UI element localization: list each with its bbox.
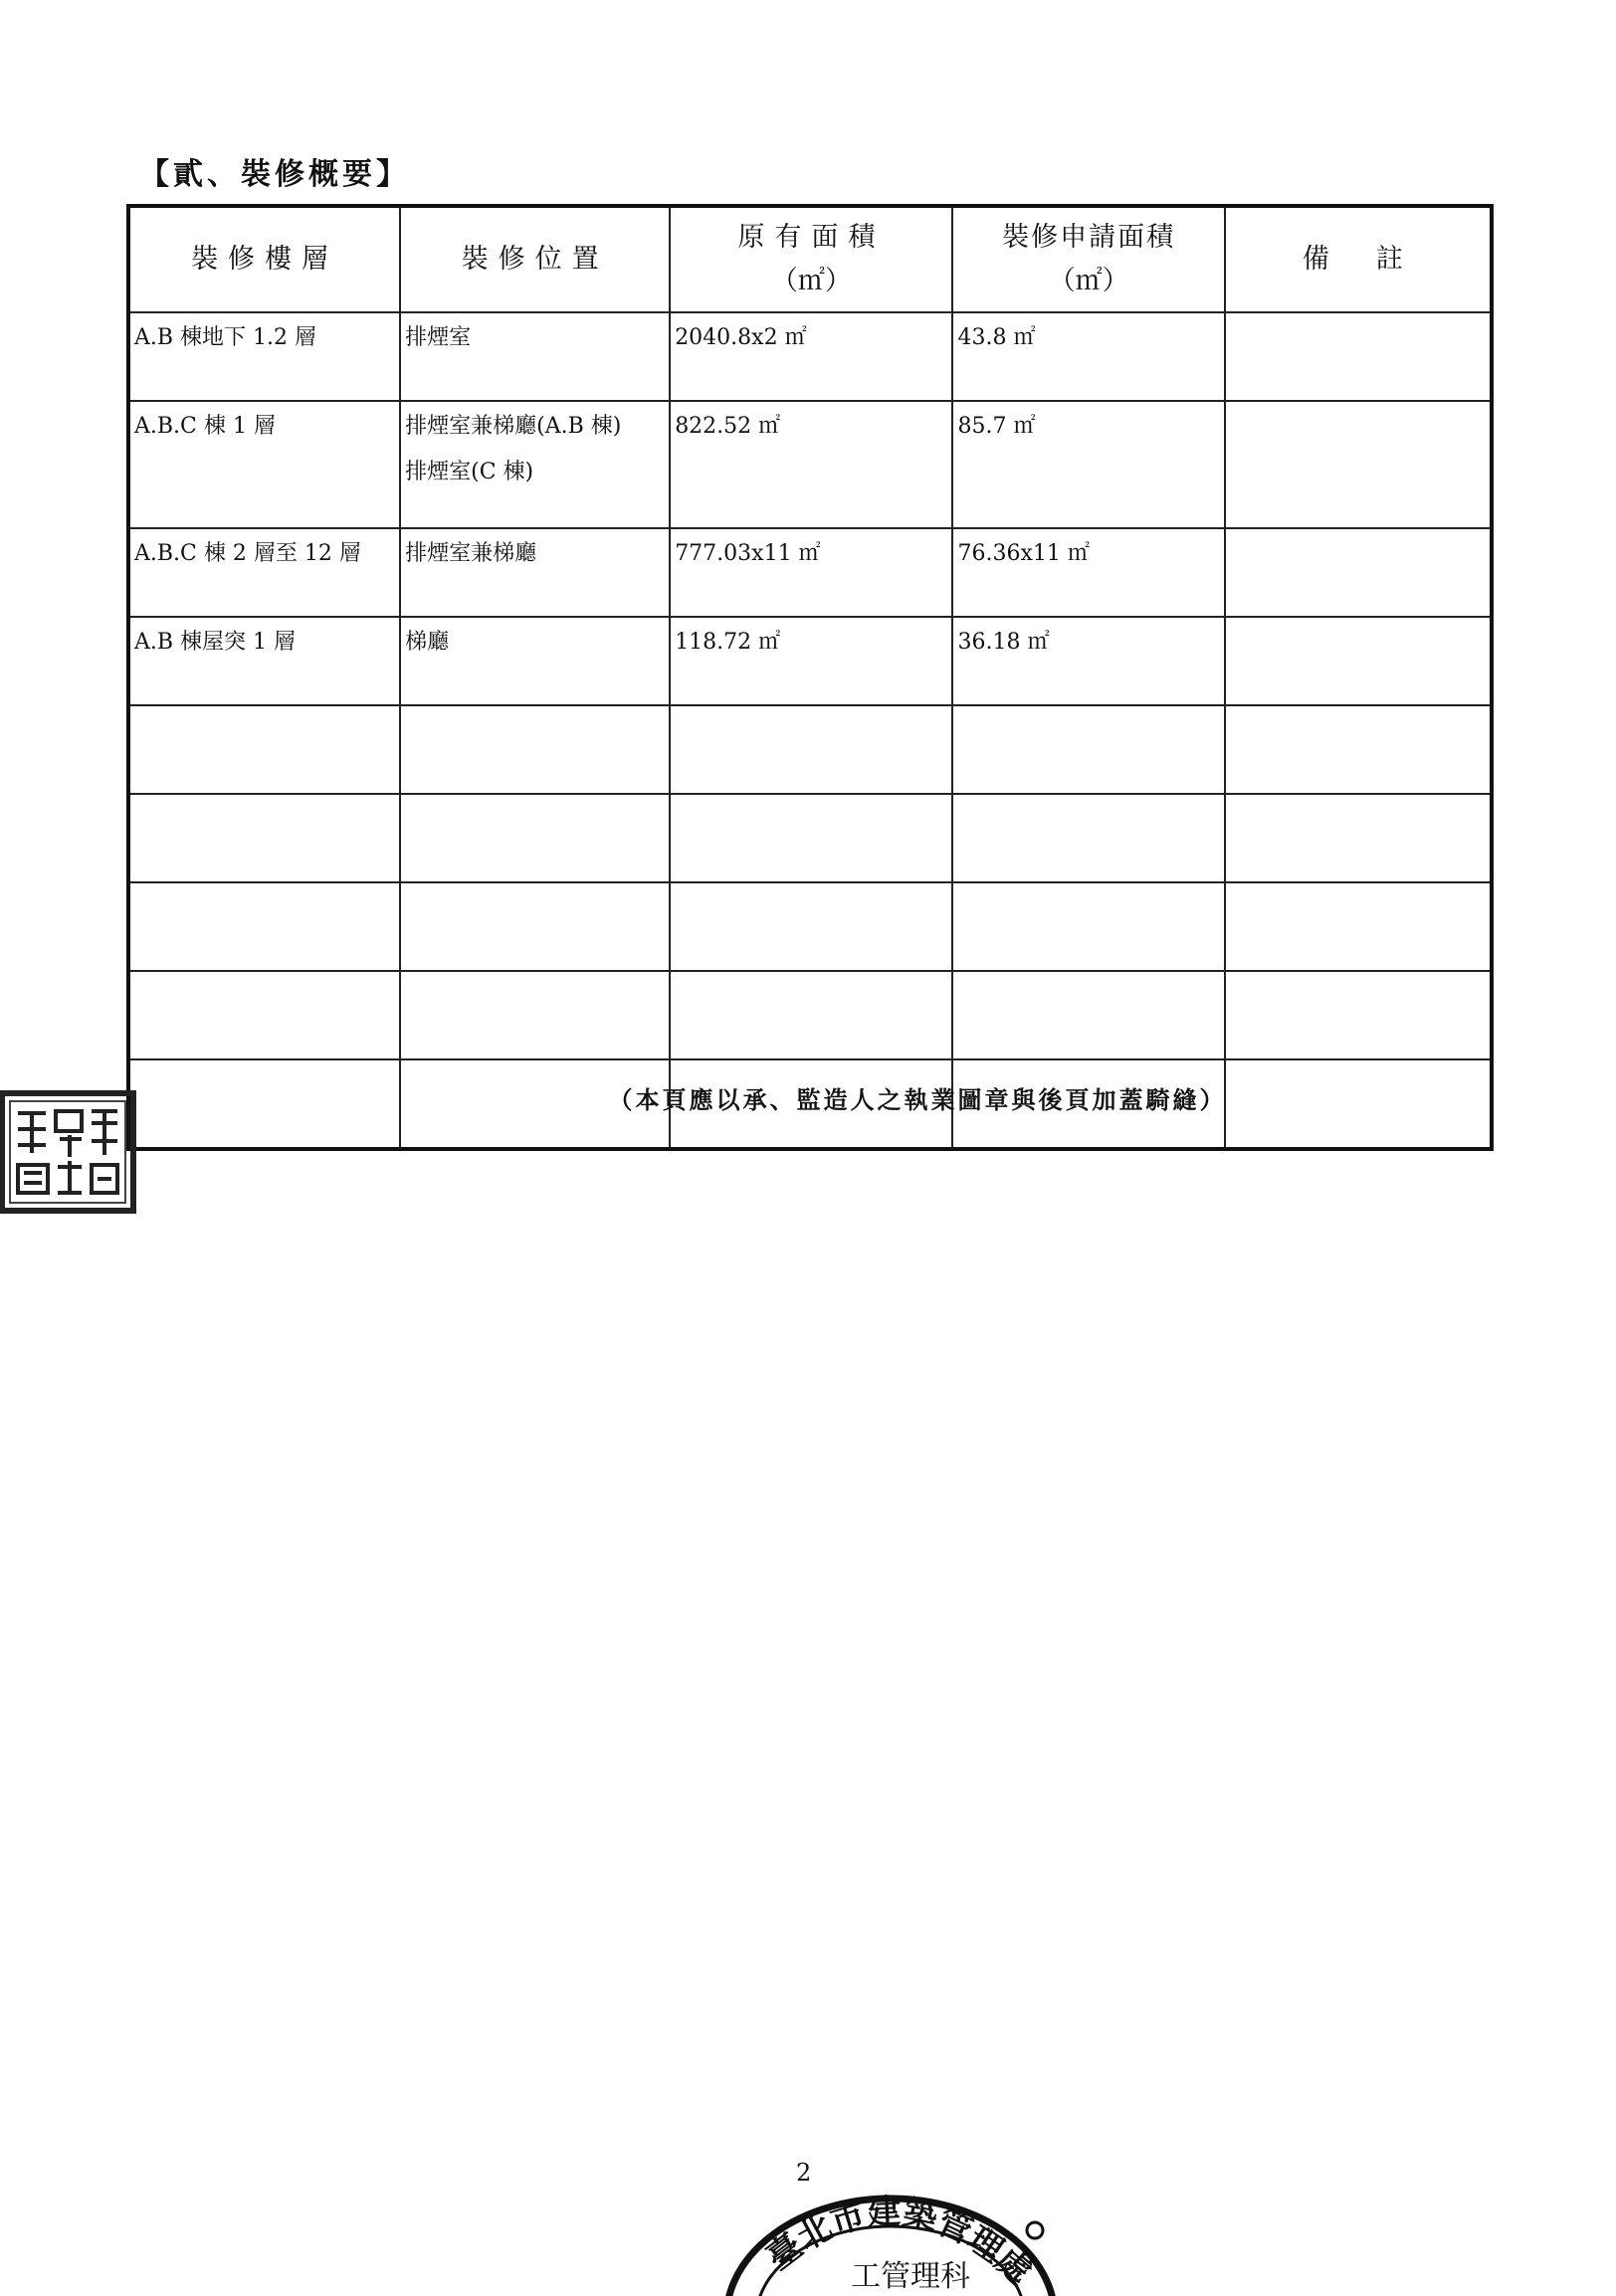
architect-seal-image (0, 1089, 137, 1217)
header-original-area-unit: （㎡） (770, 266, 852, 296)
cell-remarks (1225, 705, 1492, 794)
renovation-summary-table (126, 204, 1494, 1151)
table-row (128, 705, 1492, 794)
cell-location: 排煙室兼梯廳 (400, 528, 670, 617)
cell-floor (128, 882, 400, 971)
header-original-area: 原有面積 （㎡） (670, 206, 952, 312)
section-title: 【貳、裝修概要】 (139, 157, 410, 192)
cell-remarks (1225, 882, 1492, 971)
cell-original-area: 777.03x11 ㎡ (670, 528, 952, 617)
cell-applied-area: 76.36x11 ㎡ (952, 528, 1224, 617)
header-floor: 裝修樓層 (128, 206, 400, 312)
cell-remarks (1225, 971, 1492, 1059)
cell-original-area (670, 794, 952, 882)
cell-location: 排煙室 (400, 312, 670, 401)
cell-floor: A.B.C 棟 1 層 (128, 401, 400, 528)
header-remarks: 備 註 (1225, 206, 1492, 312)
office-seal-image (702, 2169, 1080, 2296)
cell-applied-area: 43.8 ㎡ (952, 312, 1224, 401)
cell-original-area: 2040.8x2 ㎡ (670, 312, 952, 401)
header-location: 裝修位置 (400, 206, 670, 312)
cell-floor (128, 794, 400, 882)
cell-location (400, 971, 670, 1059)
table-row (128, 401, 1492, 528)
table-row (128, 794, 1492, 882)
table-row (128, 971, 1492, 1059)
cell-applied-area (952, 882, 1224, 971)
header-applied-area: 裝修申請面積 （㎡） (952, 206, 1224, 312)
cell-remarks (1225, 401, 1492, 528)
cell-applied-area (952, 705, 1224, 794)
cell-floor (128, 705, 400, 794)
cell-floor: A.B 棟屋突 1 層 (128, 617, 400, 705)
cell-original-area: 822.52 ㎡ (670, 401, 952, 528)
cell-original-area (670, 971, 952, 1059)
page-number: 2 (796, 2159, 812, 2187)
header-applied-area-unit: （㎡） (1048, 266, 1129, 296)
cell-original-area (670, 882, 952, 971)
stamp-instruction-note: （本頁應以承、監造人之執業圖章與後頁加蓋騎縫） (608, 1085, 1227, 1114)
cell-location (400, 705, 670, 794)
cell-location: 梯廳 (400, 617, 670, 705)
cell-remarks (1225, 528, 1492, 617)
cell-remarks (1225, 312, 1492, 401)
cell-location (400, 882, 670, 971)
cell-floor: A.B.C 棟 2 層至 12 層 (128, 528, 400, 617)
table-row (128, 528, 1492, 617)
table-row (128, 312, 1492, 401)
cell-original-area (670, 705, 952, 794)
svg-text:工管理科: 工管理科 (851, 2259, 970, 2294)
cell-applied-area: 85.7 ㎡ (952, 401, 1224, 528)
cell-location (400, 794, 670, 882)
cell-original-area: 118.72 ㎡ (670, 617, 952, 705)
cell-remarks (1225, 617, 1492, 705)
svg-text:臺北市建築管理處: 臺北市建築管理處 (759, 2192, 1040, 2293)
cell-floor (128, 971, 400, 1059)
cell-location: 排煙室兼梯廳(A.B 棟) 排煙室(C 棟) (400, 401, 670, 528)
cell-applied-area: 36.18 ㎡ (952, 617, 1224, 705)
table-row (128, 617, 1492, 705)
cell-applied-area (952, 971, 1224, 1059)
cell-remarks (1225, 794, 1492, 882)
table-header-row (128, 206, 1492, 312)
cell-applied-area (952, 794, 1224, 882)
table-row (128, 882, 1492, 971)
cell-floor: A.B 棟地下 1.2 層 (128, 312, 400, 401)
